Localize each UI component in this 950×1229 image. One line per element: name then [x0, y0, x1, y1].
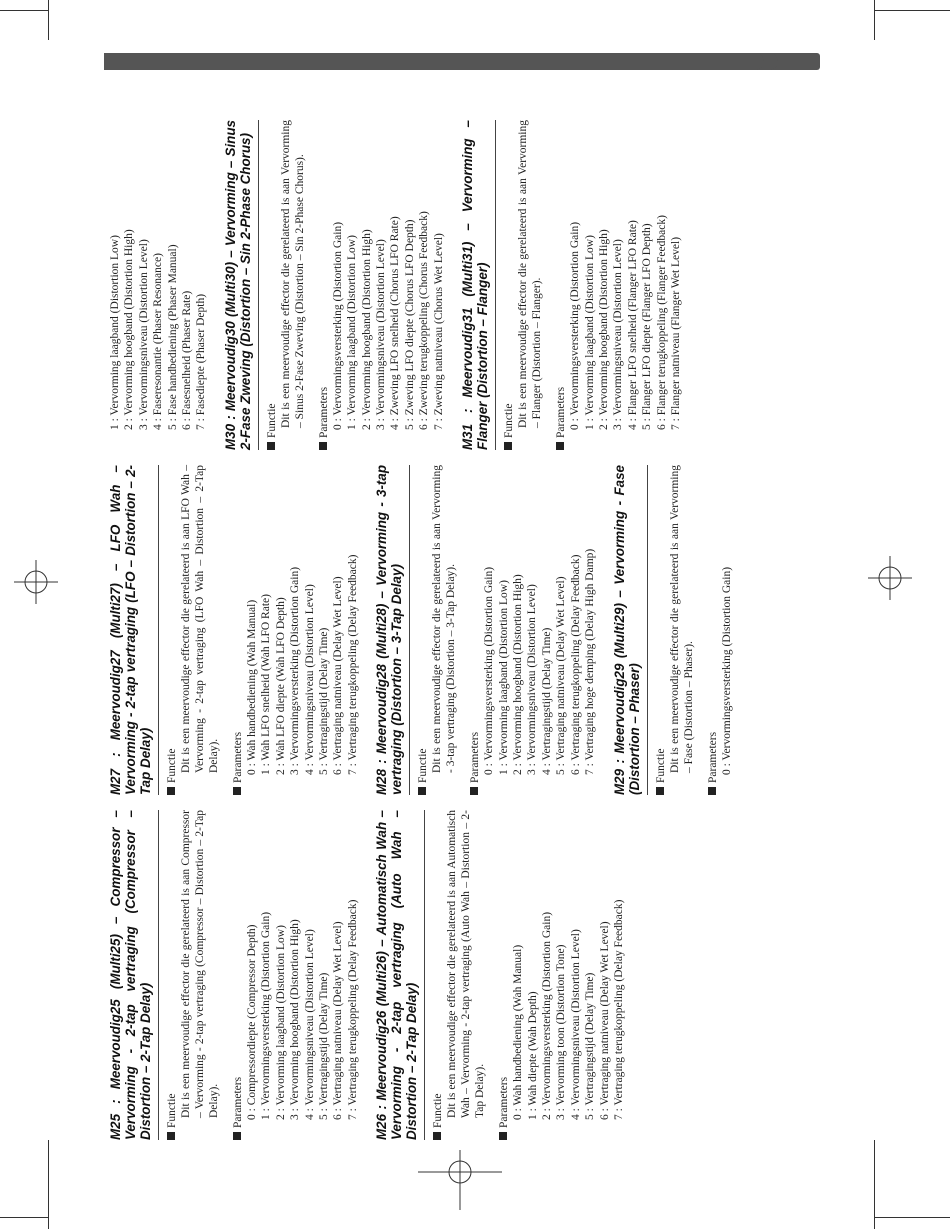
parameter-item: 7 : Flanger natniveau (Flanger Wet Level)	[669, 236, 682, 430]
parameters-label: Parameters	[498, 1076, 511, 1128]
parameters-label: Parameters	[232, 1076, 244, 1128]
parameter-item: 7 : Vertraging terugkoppeling (Delay Feedback)	[613, 899, 626, 1120]
section-description: Dit is een meervoudige effector die gerelateerd is aan LFO Wah – Vervorming - 2-tap vertraging (LFO Wah – Distortion – 2-Tap Delay).	[180, 465, 220, 773]
section-m28	[374, 465, 597, 795]
parameter-item: 4 : Faseresonantie (Phaser Resonance)	[152, 253, 165, 430]
parameter-item: 0 : Wah handbediening (Wah Manual)	[512, 944, 525, 1120]
parameter-item: 3 : Vervormingsniveau (Distortion Level)	[375, 239, 388, 430]
parameter-item: 4 : Vertragingstijd (Delay Time)	[540, 627, 553, 775]
functie-heading	[165, 465, 179, 795]
parameter-item: 7 : Zweving natniveau (Chorus Wet Level)	[432, 233, 445, 430]
parameter-item: 5 : Vertragingstijd (Delay Time)	[584, 972, 597, 1120]
bullet-square-icon	[418, 787, 426, 795]
parameter-item: 3 : Vervormingsniveau (Distortion Level)	[137, 239, 150, 430]
bullet-square-icon	[167, 1132, 175, 1140]
parameter-item: 7 : Vertraging terugkoppeling (Delay Feedback)	[346, 899, 359, 1120]
crop-mark-tl-v	[48, 0, 49, 40]
parameter-item: 6 : Vertraging natniveau (Delay Wet Level)	[598, 921, 611, 1120]
bullet-square-icon	[167, 787, 175, 795]
parameter-item: 3 : Vervormingsniveau (Distortion Level)	[612, 239, 625, 430]
crop-mark-tl-h	[0, 10, 48, 11]
parameter-item: 1 : Wah diepte (Wah Depth)	[526, 991, 539, 1120]
parameter-item: 2 : Vervormingsversterking (Distortion Gain)	[541, 911, 554, 1120]
parameter-item: 2 : Vervorming hoogband (Distortion High)	[597, 229, 610, 430]
parameter-item: 1 : Vervormingsversterking (Distortion Gain)	[260, 911, 273, 1120]
parameter-item: 0 : Vervormingsversterking (Distortion Gain)	[720, 566, 733, 775]
parameter-item: 5 : Vertraging natniveau (Delay Wet Level)	[555, 576, 568, 775]
parameter-item: 6 : Fasesnelheid (Phaser Rate)	[181, 290, 194, 430]
parameters-label: Parameters	[706, 731, 719, 783]
bullet-square-icon	[470, 787, 478, 795]
parameter-item: 4 : Zweving LFO snelheid (Chorus LFO Rate)	[389, 216, 402, 430]
parameters-heading	[497, 810, 511, 1140]
functie-label: Functie	[503, 403, 516, 438]
parameter-item: 2 : Vervorming laagband (Distortion Low)	[274, 925, 287, 1120]
parameter-list	[245, 465, 360, 795]
bullet-square-icon	[504, 442, 512, 450]
section-m25	[108, 810, 360, 1140]
functie-heading	[502, 120, 516, 450]
section-title: M27 : Meervoudig27 (Multi27) – LFO Wah – Vervorming - 2-tap vertraging (LFO – Distortion – 2-Tap Delay)	[108, 465, 159, 795]
section-m26	[374, 810, 626, 1140]
parameter-list	[331, 120, 446, 450]
registration-mark-left	[14, 560, 58, 604]
section-description: Dit is een meervoudige effector die gerelateerd is aan Vervorming - 3-tap vertraging (Distortion – 3-Tap Delay).	[431, 465, 458, 773]
parameter-item: 1 : Vervorming laagband (Distortion Low)	[109, 235, 121, 430]
bullet-square-icon	[267, 442, 275, 450]
parameters-label: Parameters	[555, 386, 568, 438]
section-m29	[612, 465, 734, 795]
crop-mark-tr-v	[874, 0, 875, 40]
parameter-item: 1 : Wah LFO snelheid (Wah LFO Rate)	[260, 594, 273, 775]
parameter-item: 4 : Vervormingsniveau (Distortion Level)	[303, 584, 316, 775]
functie-label: Functie	[265, 403, 278, 438]
section-m29-continued	[108, 120, 209, 450]
rotated-page-content	[108, 120, 828, 1140]
parameter-item: 3 : Vervormingsniveau (Distortion Level)	[526, 584, 539, 775]
parameter-item: 4 : Vervormingsniveau (Distortion Level)	[303, 929, 316, 1120]
functie-heading	[654, 465, 668, 795]
parameter-item: 0 : Vervormingsversterking (Distortion Gain)	[483, 566, 496, 775]
parameter-list	[245, 810, 360, 1140]
parameter-item: 4 : Flanger LFO snelheid (Flanger LFO Rate)	[626, 220, 639, 430]
parameters-heading	[706, 465, 720, 795]
functie-heading	[165, 810, 179, 1140]
parameters-label: Parameters	[232, 731, 244, 783]
bullet-square-icon	[656, 787, 664, 795]
functie-label: Functie	[166, 1093, 178, 1128]
parameter-item: 5 : Flanger LFO diepte (Flanger LFO Depth)	[641, 223, 654, 430]
section-title: M29 : Meervoudig29 (Multi29) – Vervorming - Fase (Distortion – Phaser)	[612, 465, 648, 795]
functie-label: Functie	[432, 1093, 445, 1128]
parameters-heading	[554, 120, 568, 450]
functie-heading	[431, 810, 445, 1140]
section-title: M30 : Meervoudig30 (Multi30) – Vervorming – Sinus 2-Fase Zweving (Distortion – Sin 2-Phase Chorus)	[223, 120, 259, 450]
functie-heading	[416, 465, 430, 795]
parameter-item: 2 : Wah LFO diepte (Wah LFO Depth)	[274, 597, 287, 775]
parameter-list	[482, 465, 597, 795]
parameter-item: 6 : Flanger terugkoppeling (Flanger Feedback)	[655, 215, 668, 430]
parameter-item: 1 : Vervorming laagband (Distortion Low)	[497, 580, 510, 775]
parameter-list	[108, 120, 209, 450]
bullet-square-icon	[556, 442, 564, 450]
section-title: M26 : Meervoudig26 (Multi26) – Automatisch Wah – Vervorming - 2-tap vertraging (Auto Wah – Distortion – 2-Tap Delay)	[374, 810, 425, 1140]
crop-mark-br-h	[874, 1217, 950, 1218]
parameters-label: Parameters	[469, 731, 482, 783]
header-bar	[104, 53, 816, 70]
parameter-item: 6 : Vertraging natniveau (Delay Wet Level)	[332, 576, 345, 775]
header-bar-end	[780, 53, 820, 70]
section-description: Dit is een meervoudige effector die gerelateerd is aan Vervorming – Flanger (Distortion – Flanger).	[517, 120, 544, 428]
parameter-item: 3 : Vervormingsversterking (Distortion Gain)	[289, 566, 302, 775]
crop-mark-tr-h	[874, 10, 950, 11]
functie-label: Functie	[166, 748, 178, 783]
functie-label: Functie	[417, 748, 430, 783]
parameter-item: 2 : Vervorming hoogband (Distortion High)	[512, 574, 525, 775]
section-description: Dit is een meervoudige effector die gerelateerd is aan Vervorming – Fase (Distortion – Phaser).	[668, 465, 695, 773]
parameters-heading	[231, 810, 245, 1140]
parameter-item: 7 : Vertraging terugkoppeling (Delay Feedback)	[346, 554, 359, 775]
column-3	[108, 120, 828, 450]
parameter-list	[720, 465, 734, 795]
parameter-list	[511, 810, 626, 1140]
functie-heading	[265, 120, 279, 450]
parameter-item: 5 : Vertragingstijd (Delay Time)	[318, 972, 331, 1120]
bullet-square-icon	[499, 1132, 507, 1140]
parameter-item: 1 : Vervorming laagband (Distortion Low)	[346, 235, 359, 430]
column-2	[108, 465, 828, 795]
parameter-item: 4 : Vervormingsniveau (Distortion Level)	[569, 929, 582, 1120]
parameter-list	[568, 120, 683, 450]
parameter-item: 3 : Vervorming toon (Distortion Tone)	[555, 944, 568, 1120]
parameter-item: 6 : Vertraging natniveau (Delay Wet Level)	[332, 921, 345, 1120]
bullet-square-icon	[233, 787, 241, 795]
parameter-item: 2 : Vervorming hoogband (Distortion High)	[360, 229, 373, 430]
crop-mark-bl-v	[48, 1140, 49, 1229]
registration-mark-bottom	[418, 1150, 502, 1210]
parameters-heading	[231, 465, 245, 795]
section-title: M25 : Meervoudig25 (Multi25) – Compressor – Vervorming - 2-tap vertraging (Compressor – Distortion – 2-Tap Delay)	[108, 810, 159, 1140]
parameter-item: 1 : Vervorming laagband (Distortion Low)	[583, 235, 596, 430]
section-m27	[108, 465, 360, 795]
parameter-item: 3 : Vervorming hoogband (Distortion High)	[289, 919, 302, 1120]
bullet-square-icon	[233, 1132, 241, 1140]
parameter-item: 2 : Vervorming hoogband (Distortion High)	[123, 229, 136, 430]
crop-mark-bl-h	[0, 1217, 48, 1218]
section-description: Dit is een meervoudige effector die gerelateerd is aan Vervorming – Sinus 2-Fase Zweving (Distortion – Sin 2-Phase Chorus).	[279, 120, 306, 428]
parameter-item: 6 : Vertraging terugkoppeling (Delay Feedback)	[569, 554, 582, 775]
section-m30	[223, 120, 446, 450]
section-description: Dit is een meervoudige effector die gerelateerd is aan Automatisch Wah – Vervorming - 2-tap vertraging (Auto Wah – Distortion – 2-Tap Delay).	[446, 810, 487, 1118]
section-m31	[460, 120, 683, 450]
parameters-label: Parameters	[317, 386, 330, 438]
bullet-square-icon	[433, 1132, 441, 1140]
parameter-item: 7 : Vertraging hoge demping (Delay High Damp)	[584, 548, 597, 775]
bullet-square-icon	[708, 787, 716, 795]
section-description: Dit is een meervoudige effector die gerelateerd is aan Compressor – Vervorming - 2-tap vertraging (Compressor – Distortion – 2-Tap Delay).	[180, 810, 220, 1118]
parameter-item: 0 : Compressordiepte (Compressor Depth)	[246, 924, 258, 1120]
section-title: M28 : Meervoudig28 (Multi28) – Vervorming - 3-tap vertraging (Distortion – 3-Tap Delay)	[374, 465, 410, 795]
parameter-item: 0 : Vervormingsversterking (Distortion Gain)	[331, 221, 344, 430]
parameters-heading	[317, 120, 331, 450]
parameter-item: 0 : Vervormingsversterking (Distortion Gain)	[569, 221, 582, 430]
parameter-item: 5 : Zweving LFO diepte (Chorus LFO Depth)	[403, 219, 416, 430]
parameters-heading	[468, 465, 482, 795]
parameter-item: 7 : Fasediepte (Phaser Depth)	[195, 293, 208, 430]
crop-mark-br-v	[874, 1140, 875, 1229]
parameter-item: 0 : Wah handbediening (Wah Manual)	[246, 599, 258, 775]
column-1	[108, 810, 828, 1140]
registration-mark-right	[868, 556, 912, 600]
functie-label: Functie	[654, 748, 667, 783]
parameter-item: 6 : Zweving terugkoppeling (Chorus Feedback)	[418, 211, 431, 430]
parameter-item: 5 : Fase handbediening (Phaser Manual)	[166, 244, 179, 430]
bullet-square-icon	[319, 442, 327, 450]
parameter-item: 5 : Vertragingstijd (Delay Time)	[318, 627, 331, 775]
section-title: M31 : Meervoudig31 (Multi31) – Vervorming – Flanger (Distortion – Flanger)	[460, 120, 496, 450]
